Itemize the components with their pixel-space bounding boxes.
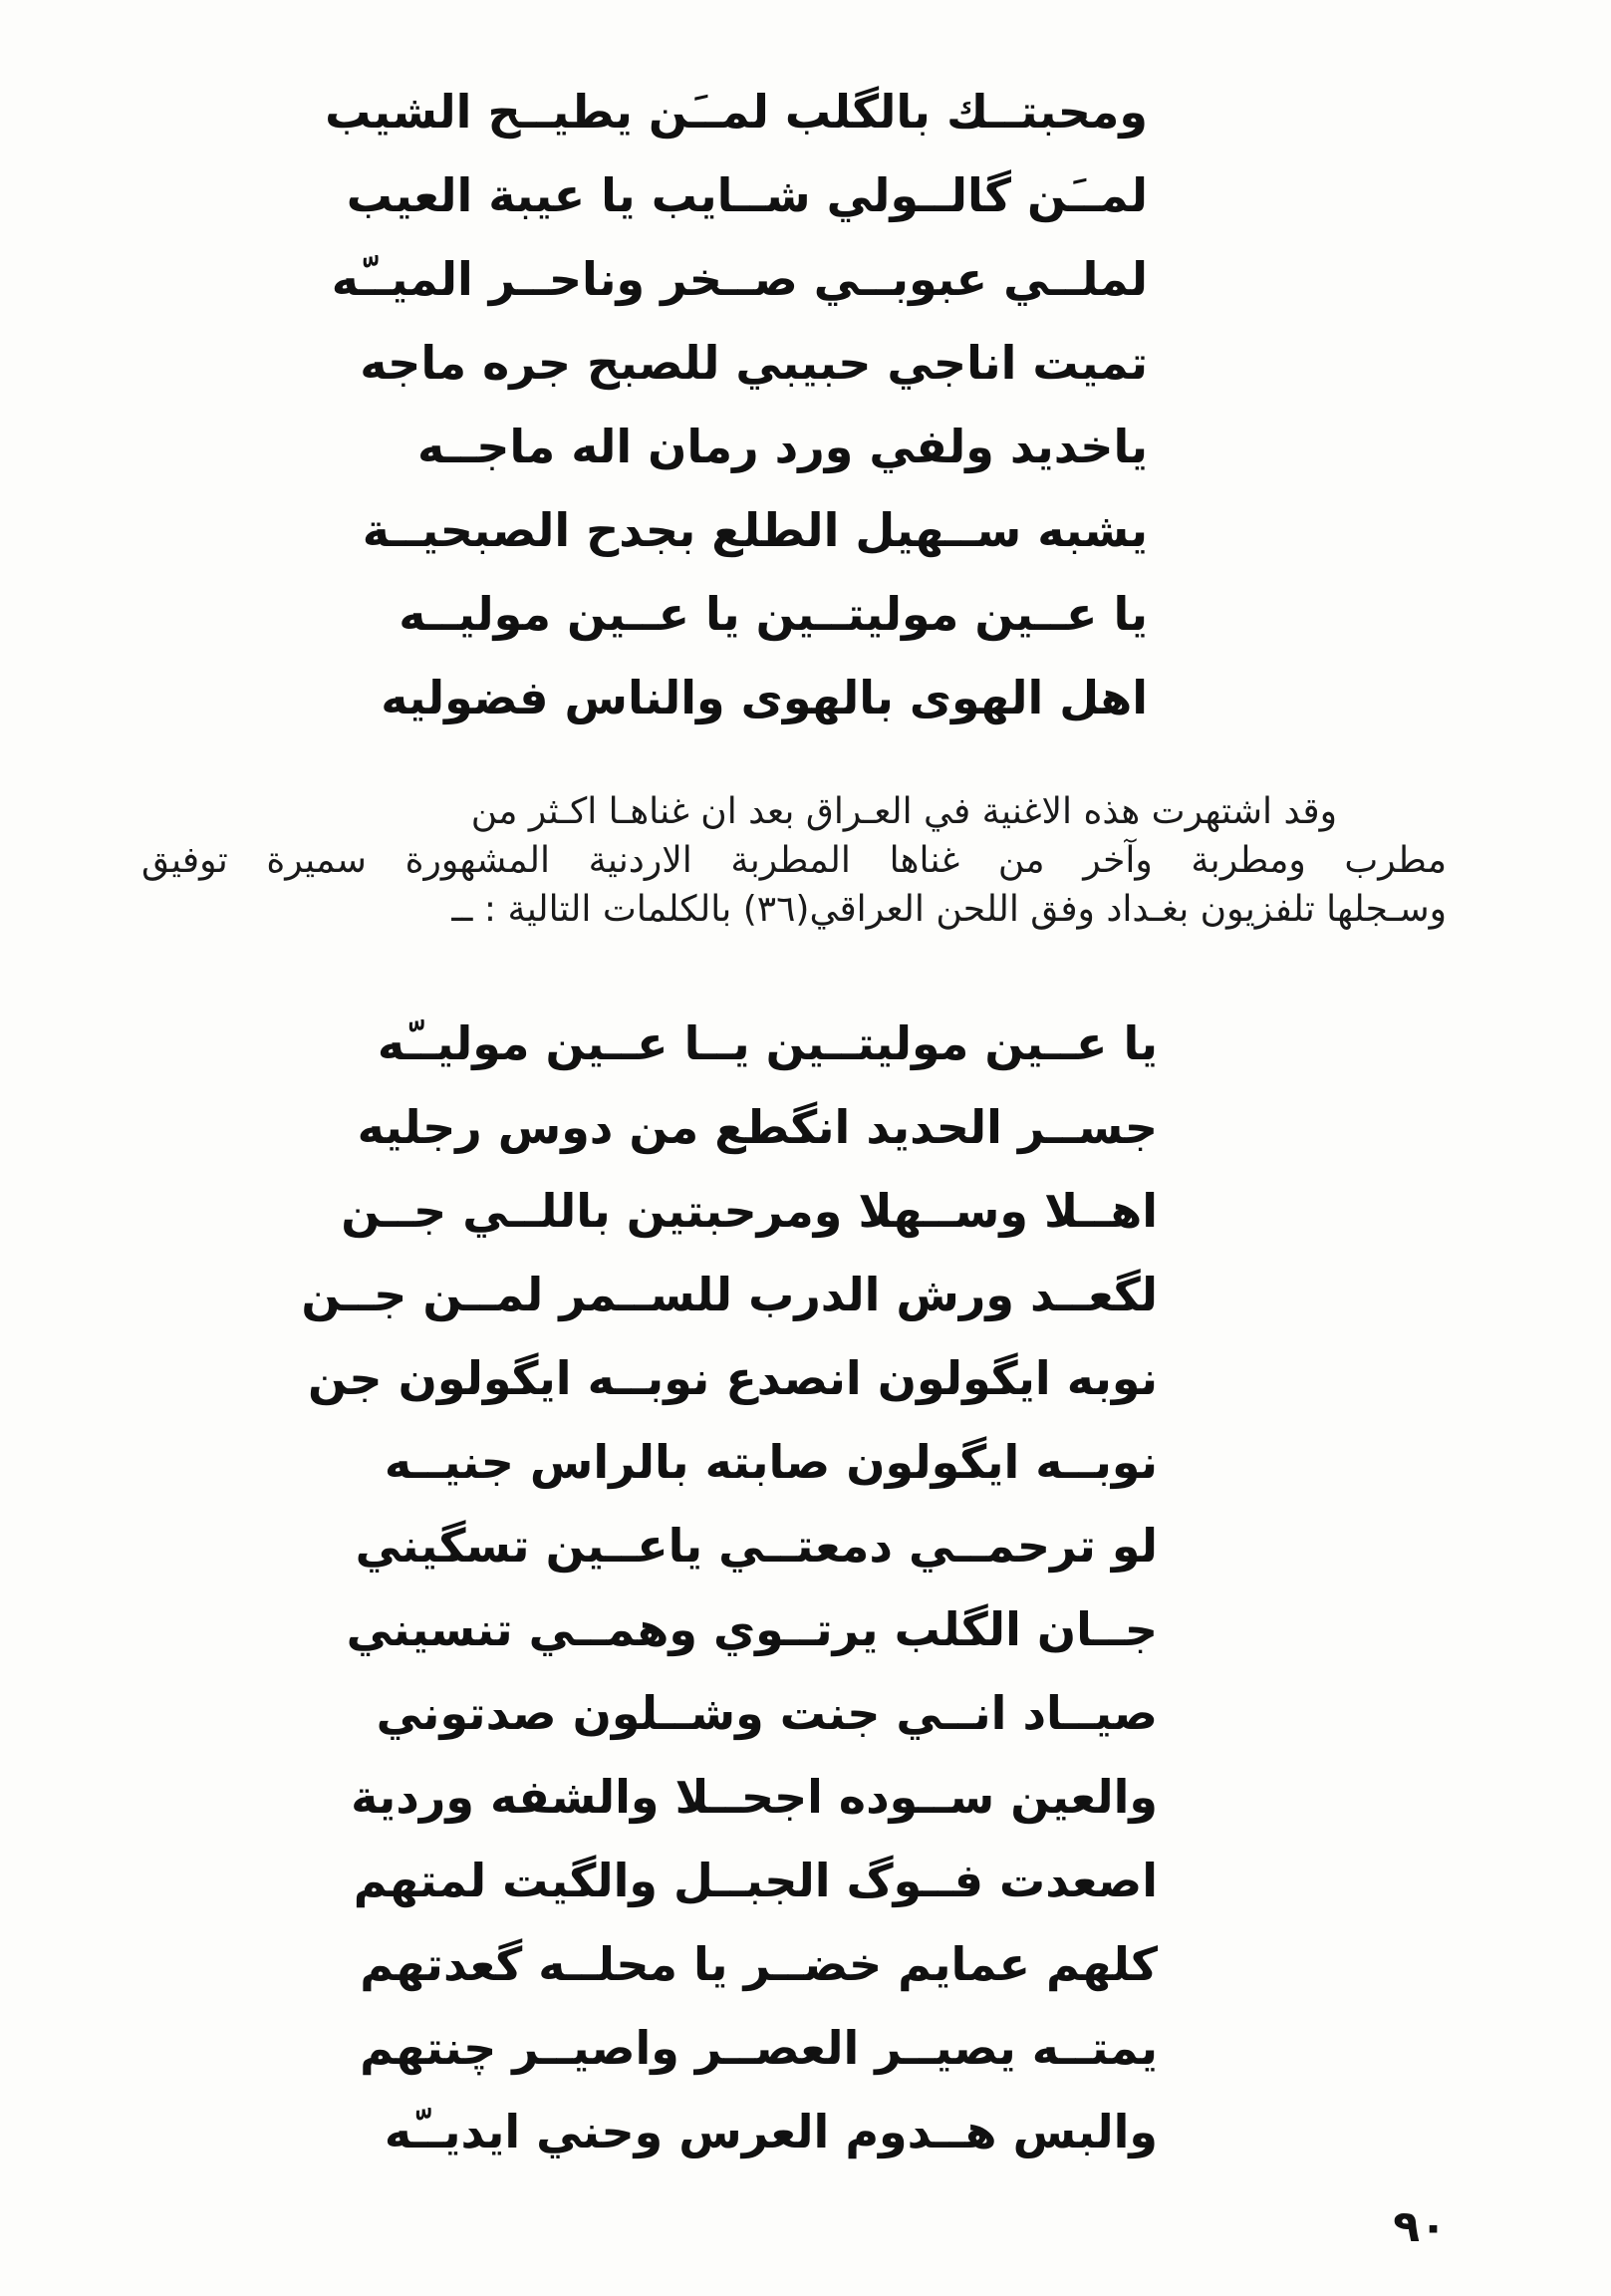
poem-line: يمتــه يصيــر العصــر واصيــر چنتهم	[360, 2021, 1158, 2075]
poem-line: جســر الحديد انگطع من دوس رجليه	[357, 1100, 1158, 1154]
prose-line: مطرب ومطربة وآخر من غناها المطربة الاردنية المشهورة سميرة توفيق	[141, 840, 1447, 881]
poem-line: يشبه ســهيل الطلع بجدح الصبحيــة	[362, 503, 1148, 557]
poem-line: اهــلا وســهلا ومرحبتين باللــي جــن	[341, 1184, 1158, 1238]
poem-line: لگعــد ورش الدرب للســمر لمــن جــن	[301, 1268, 1158, 1321]
poem-line: والعين ســوده اجحــلا والشفه وردية	[351, 1770, 1158, 1824]
poem-line: اهل الهوى بالهوى والناس فضوليه	[381, 671, 1148, 724]
prose-line: وسـجلها تلفزيون بغـداد وفق اللحن العراقي(٣٦) بالكلمات التالية : ــ	[451, 889, 1447, 930]
poem-line: كلهم عمايم خضــر يا محلــه گعدتهم	[360, 1937, 1158, 1991]
page-number: ٩٠	[1393, 2201, 1447, 2252]
prose-paragraph	[141, 787, 1447, 934]
poem-line: اصعدت فــوگ الجبــل والگيت لمتهم	[353, 1854, 1158, 1907]
poem-line: لمــَن گالــولي شــايب يا عيبة العيب	[346, 168, 1148, 222]
poem-line: لملــي عبوبــي صــخر وناحــر الميــّه	[331, 252, 1148, 306]
poem-stanza-second	[301, 1002, 1158, 2173]
poem-line: لو ترحمــي دمعتــي ياعــين تسگيني	[355, 1519, 1158, 1573]
poem-line: تميت اناجي حبيبي للصبح جره ماجه	[360, 336, 1148, 390]
poem-line: والبس هــدوم العرس وحني ايديــّه	[384, 2105, 1158, 2158]
poem-line: ومحبتــك بالگلب لمــَن يطيــح الشيب	[325, 85, 1148, 139]
poem-line: يا عــين موليتــين يا عــين موليــه	[399, 587, 1148, 641]
poem-stanza-first	[325, 70, 1148, 739]
poem-line: يا عــين موليتــين يــا عــين موليــّه	[377, 1016, 1158, 1070]
poem-line: جــان الگلب يرتــوي وهمــي تنسيني	[346, 1602, 1158, 1656]
poem-line: ياخديد ولفي ورد رمان اله ماجــه	[416, 420, 1148, 473]
poem-line: نوبه ايگولون انصدع نوبــه ايگولون جن	[308, 1351, 1158, 1405]
poem-line: نوبــه ايگولون صابته بالراس جنيــه	[384, 1435, 1158, 1489]
poem-line: صيــاد انــي جنت وشــلون صدتوني	[376, 1686, 1158, 1740]
prose-line: وقد اشتهرت هذه الاغنية في العـراق بعد ان غناهـا اكـثر من	[470, 791, 1337, 832]
